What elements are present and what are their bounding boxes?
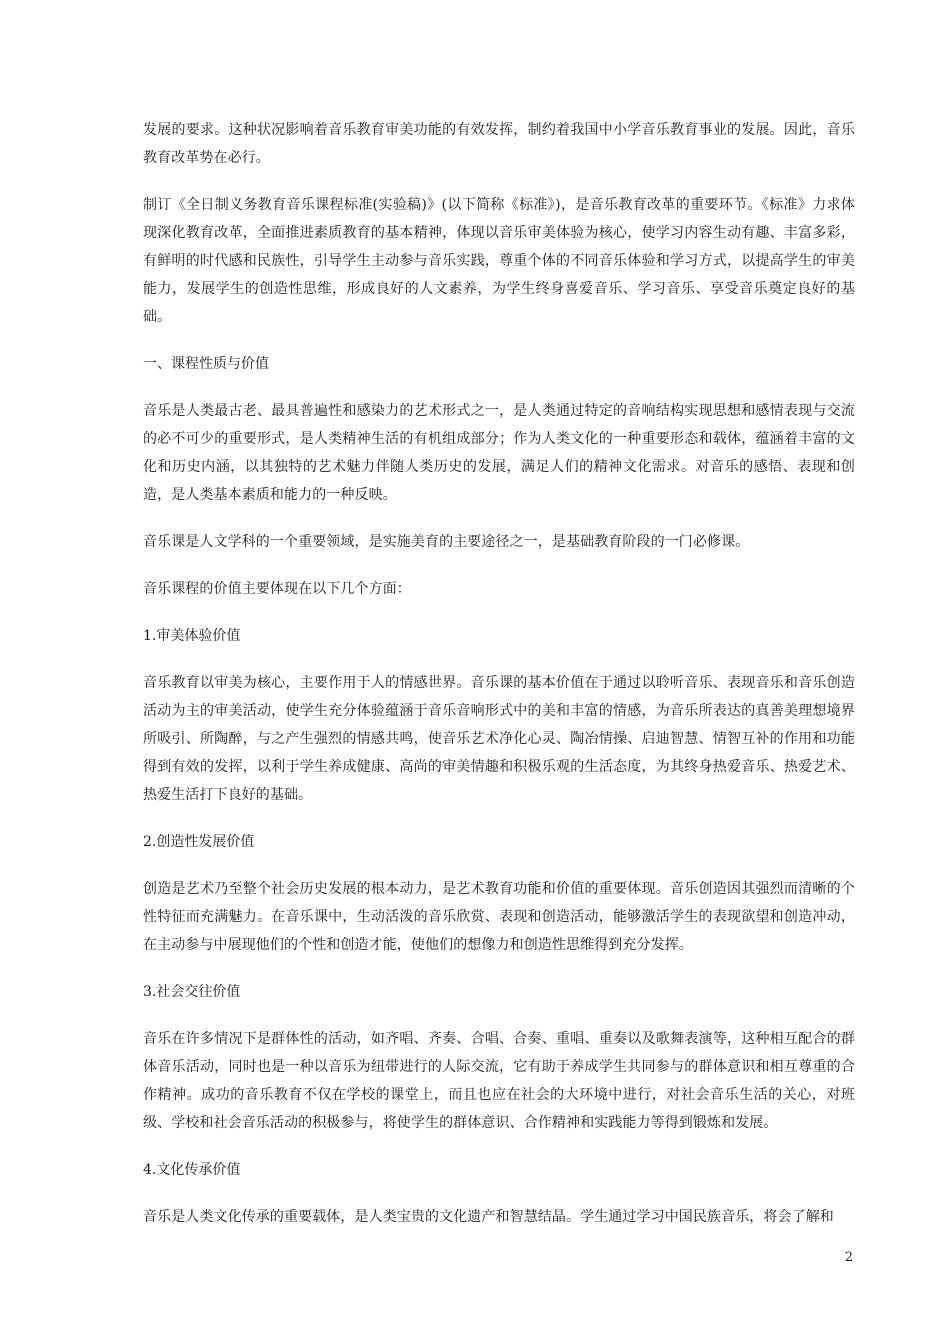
document-body (143, 116, 855, 1250)
page-number: 2 (844, 1250, 853, 1265)
subsection-heading: 4.文化传承价值 (143, 1162, 241, 1178)
subsection-heading: 2.创造性发展价值 (143, 834, 255, 850)
paragraph: 发展的要求。这种状况影响着音乐教育审美功能的有效发挥，制约着我国中小学音乐教育事业的发展。因此，音乐教育改革势在必行。 (143, 122, 855, 166)
paragraph: 音乐是人类文化传承的重要载体，是人类宝贵的文化遗产和智慧结晶。学生通过学习中国民族音乐，将会了解和 (143, 1209, 834, 1225)
paragraph: 制订《全日制义务教育音乐课程标准(实验稿)》(以下简称《标准》)，是音乐教育改革的重要环节。《标准》力求体现深化教育改革，全面推进素质教育的基本精神，体现以音乐审美体验为核心，使学习内容生动有趣、丰富多彩，有鲜明的时代感和民族性，引导学生主动参与音乐实践，尊重个体的不同音乐体验和学习方式，以提高学生的审美能力，发展学生的创造性思维，形成良好的人文素养，为学生终身喜爱音乐、学习音乐、享受音乐奠定良好的基础。 (143, 197, 855, 325)
subsection-heading: 1.审美体验价值 (143, 628, 241, 644)
paragraph: 创造是艺术乃至整个社会历史发展的根本动力，是艺术教育功能和价值的重要体现。音乐创造因其强烈而清晰的个性特征而充满魅力。在音乐课中，生动活泼的音乐欣赏、表现和创造活动，能够激活学生的表现欲望和创造冲动，在主动参与中展现他们的个性和创造才能，使他们的想像力和创造性思维得到充分发挥。 (143, 881, 855, 953)
section-heading: 一、课程性质与价值 (143, 356, 269, 372)
paragraph: 音乐课程的价值主要体现在以下几个方面： (143, 581, 411, 597)
paragraph: 音乐课是人文学科的一个重要领域，是实施美育的主要途径之一，是基础教育阶段的一门必修课。 (143, 534, 750, 550)
subsection-heading: 3.社会交往价值 (143, 984, 241, 1000)
paragraph: 音乐在许多情况下是群体性的活动，如齐唱、齐奏、合唱、合奏、重唱、重奏以及歌舞表演等，这种相互配合的群体音乐活动，同时也是一种以音乐为纽带进行的人际交流，它有助于养成学生共同参与的群体意识和相互尊重的合作精神。成功的音乐教育不仅在学校的课堂上，而且也应在社会的大环境中进行，对社会音乐生活的关心，对班级、学校和社会音乐活动的积极参与，将使学生的群体意识、合作精神和实践能力等得到锻炼和发展。 (143, 1031, 855, 1131)
paragraph: 音乐教育以审美为核心，主要作用于人的情感世界。音乐课的基本价值在于通过以聆听音乐、表现音乐和音乐创造活动为主的审美活动，使学生充分体验蕴涵于音乐音响形式中的美和丰富的情感，为音乐所表达的真善美理想境界所吸引、所陶醉，与之产生强烈的情感共鸣，使音乐艺术净化心灵、陶冶情操、启迪智慧、情智互补的作用和功能得到有效的发挥，以利于学生养成健康、高尚的审美情趣和积极乐观的生活态度，为其终身热爱音乐、热爱艺术、热爱生活打下良好的基础。 (143, 675, 855, 803)
paragraph: 音乐是人类最古老、最具普遍性和感染力的艺术形式之一，是人类通过特定的音响结构实现思想和感情表现与交流的必不可少的重要形式，是人类精神生活的有机组成部分；作为人类文化的一种重要形态和载体，蕴涵着丰富的文化和历史内涵，以其独特的艺术魅力伴随人类历史的发展，满足人们的精神文化需求。对音乐的感悟、表现和创造，是人类基本素质和能力的一种反映。 (143, 403, 855, 503)
